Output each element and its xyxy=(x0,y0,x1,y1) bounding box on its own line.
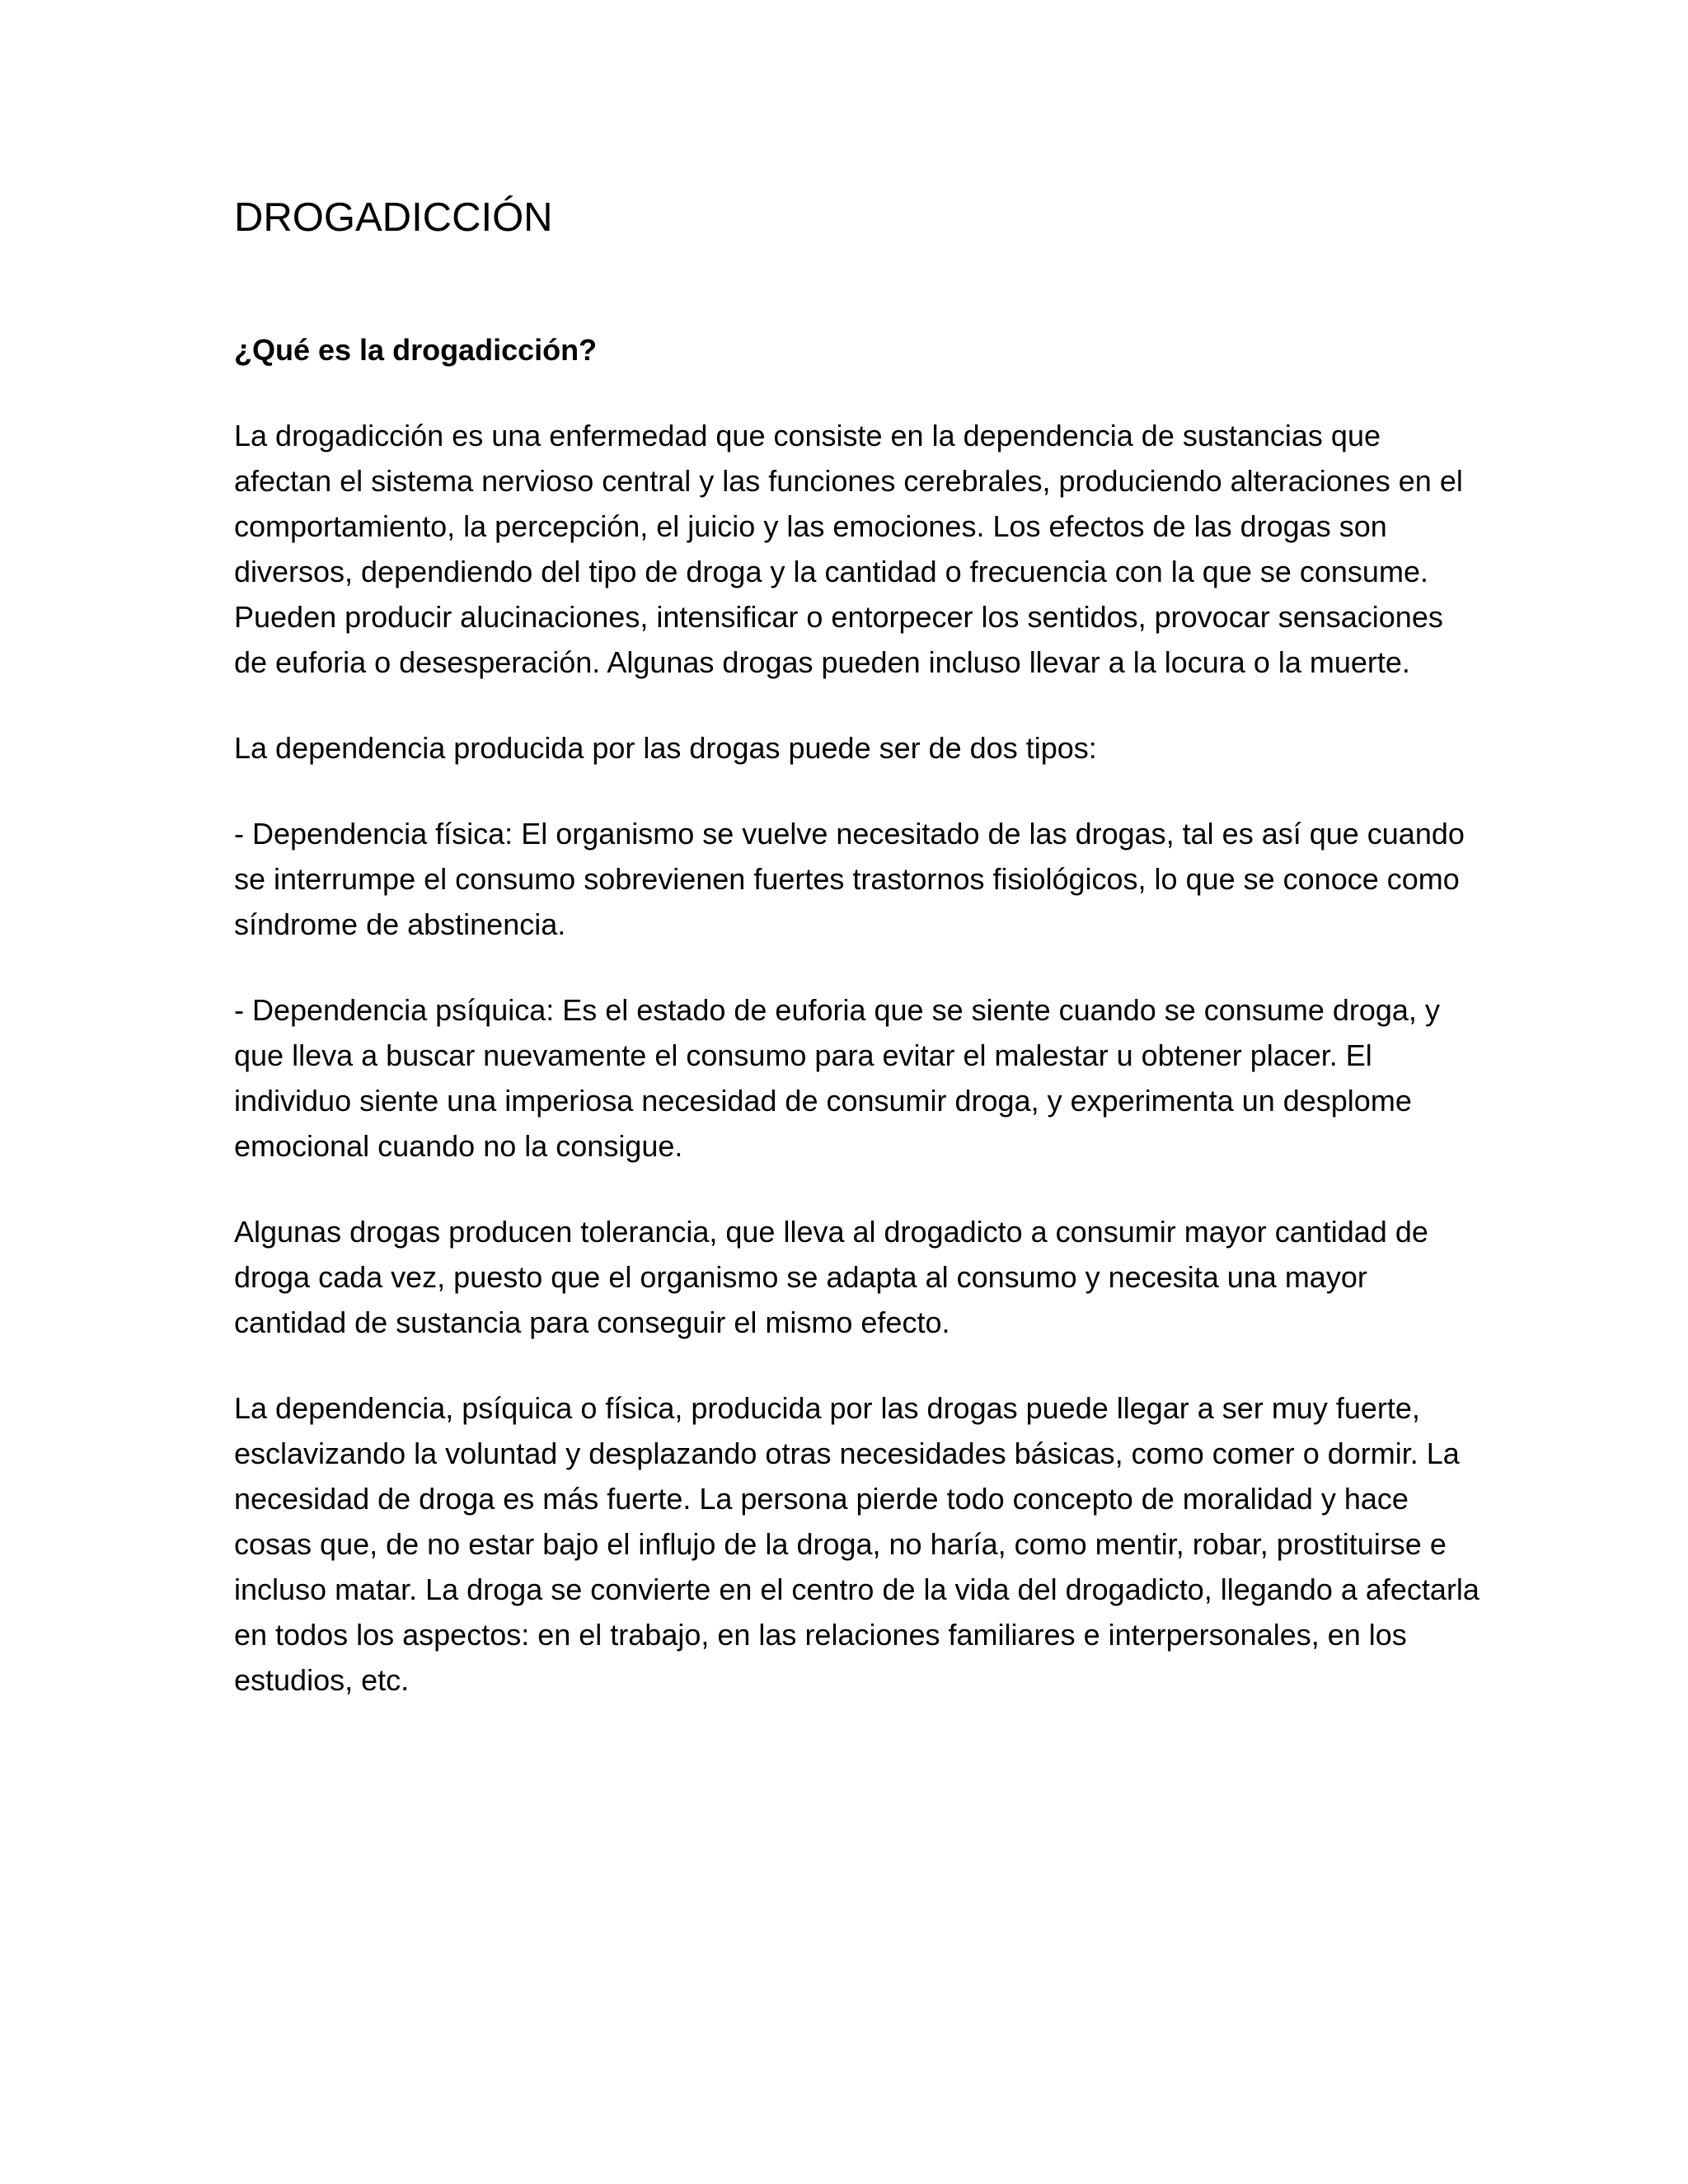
paragraph-dependency-types xyxy=(234,725,1470,771)
section-heading: ¿Qué es la drogadicción? xyxy=(234,333,598,367)
text-line: estudios, etc. xyxy=(234,1663,410,1697)
text-line: Algunas drogas producen tolerancia, que lleva al drogadicto a consumir mayor cantidad de xyxy=(234,1215,1428,1249)
text-line: Pueden producir alucinaciones, intensificar o entorpecer los sentidos, provocar sensaciones xyxy=(234,600,1443,634)
text-line: La dependencia producida por las drogas puede ser de dos tipos: xyxy=(234,731,1097,765)
paragraph-definition xyxy=(234,413,1470,685)
text-line: La dependencia, psíquica o física, producida por las drogas puede llegar a ser muy fuerte, xyxy=(234,1391,1420,1425)
text-line: cantidad de sustancia para conseguir el mismo efecto. xyxy=(234,1305,950,1339)
text-line: síndrome de abstinencia. xyxy=(234,907,566,941)
text-line: en todos los aspectos: en el trabajo, en las relaciones familiares e interpersonales, en los xyxy=(234,1618,1407,1652)
text-line: afectan el sistema nervioso central y las funciones cerebrales, produciendo alteraciones en el xyxy=(234,464,1463,498)
text-line: - Dependencia física: El organismo se vuelve necesitado de las drogas, tal es así que cuando xyxy=(234,817,1465,851)
text-line: La drogadicción es una enfermedad que consiste en la dependencia de sustancias que xyxy=(234,419,1381,452)
text-line: de euforia o desesperación. Algunas drogas pueden incluso llevar a la locura o la muerte. xyxy=(234,645,1410,679)
text-line: - Dependencia psíquica: Es el estado de euforia que se siente cuando se consume droga, y xyxy=(234,993,1440,1027)
document-title: DROGADICCIÓN xyxy=(234,195,553,240)
text-line: incluso matar. La droga se convierte en el centro de la vida del drogadicto, llegando a afectarla xyxy=(234,1572,1479,1606)
text-line: individuo siente una imperiosa necesidad de consumir droga, y experimenta un desplome xyxy=(234,1084,1412,1118)
text-line: que lleva a buscar nuevamente el consumo para evitar el malestar u obtener placer. El xyxy=(234,1038,1372,1072)
text-line: diversos, dependiendo del tipo de droga y la cantidad o frecuencia con la que se consume. xyxy=(234,555,1428,588)
paragraph-consequences xyxy=(234,1385,1479,1703)
text-line: se interrumpe el consumo sobrevienen fuertes trastornos fisiológicos, lo que se conoce como xyxy=(234,862,1460,896)
document-body xyxy=(234,188,1479,1703)
text-line: droga cada vez, puesto que el organismo se adapta al consumo y necesita una mayor xyxy=(234,1260,1367,1294)
text-line: esclavizando la voluntad y desplazando otras necesidades básicas, como comer o dormir. La xyxy=(234,1436,1460,1470)
text-line: emocional cuando no la consigue. xyxy=(234,1129,683,1163)
paragraph-physical-dependency xyxy=(234,811,1470,947)
text-line: comportamiento, la percepción, el juicio y las emociones. Los efectos de las drogas son xyxy=(234,509,1387,543)
paragraph-psychic-dependency xyxy=(234,987,1470,1169)
paragraph-tolerance xyxy=(234,1209,1470,1345)
text-line: cosas que, de no estar bajo el influjo de la droga, no haría, como mentir, robar, prostituirse e xyxy=(234,1527,1447,1561)
text-line: necesidad de droga es más fuerte. La persona pierde todo concepto de moralidad y hace xyxy=(234,1482,1409,1516)
